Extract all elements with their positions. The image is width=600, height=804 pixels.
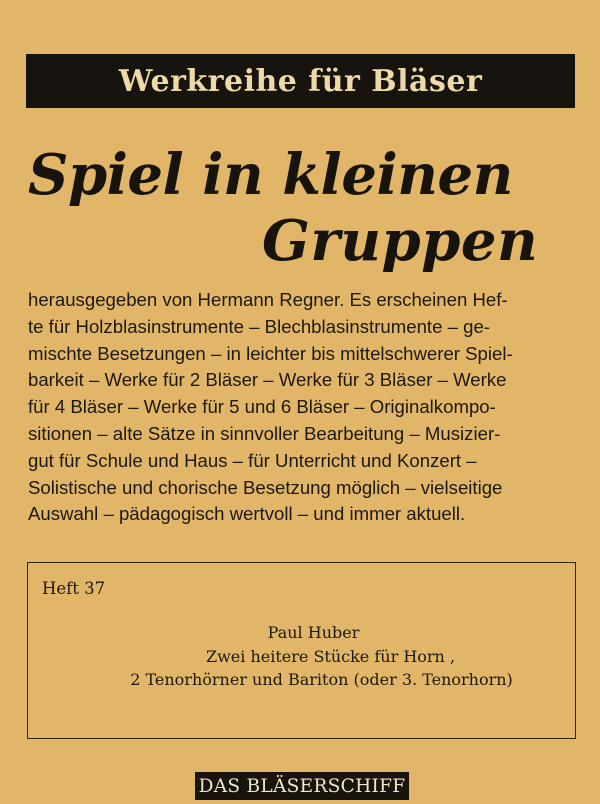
description-line: mischte Besetzungen – in leichter bis mittelschwerer Spiel- xyxy=(28,342,513,364)
description-line: barkeit – Werke für 2 Bläser – Werke für 3 Bläser – Werke xyxy=(28,369,507,391)
work-title-line-1: Zwei heitere Stücke für Horn , xyxy=(205,646,456,666)
description-line: Solistische und chorische Besetzung möglich – vielseitige xyxy=(28,476,503,498)
issue-number: Heft 37 xyxy=(42,579,106,598)
work-title-line-2: 2 Tenorhörner und Bariton (oder 3. Tenorhorn) xyxy=(130,670,513,689)
main-title xyxy=(0,142,600,274)
description-line: für 4 Bläser – Werke für 5 und 6 Bläser – Originalkompo- xyxy=(28,396,496,418)
description-line: Auswahl – pädagogisch wertvoll – und immer aktuell. xyxy=(28,503,466,525)
series-title: Werkreihe für Bläser xyxy=(118,63,483,99)
main-title-line-1: Spiel in kleinen xyxy=(28,142,513,208)
description-line: herausgegeben von Hermann Regner. Es erscheinen Hef- xyxy=(28,289,508,310)
work-info xyxy=(28,621,575,692)
publisher-name: DAS BLÄSERSCHIFF xyxy=(198,775,406,797)
issue-info-box xyxy=(27,562,576,739)
series-banner xyxy=(26,54,575,108)
description-line: gut für Schule und Haus – für Unterricht und Konzert – xyxy=(28,449,477,471)
description-line: sitionen – alte Sätze in sinnvoller Bearbeitung – Musizier- xyxy=(28,422,501,444)
description-line: te für Holzblasinstrumente – Blechblasinstrumente – ge- xyxy=(28,315,490,337)
main-title-line-2: Gruppen xyxy=(262,208,539,274)
publisher-badge xyxy=(195,772,409,800)
description-paragraph xyxy=(28,287,578,528)
composer-name: Paul Huber xyxy=(267,623,360,642)
